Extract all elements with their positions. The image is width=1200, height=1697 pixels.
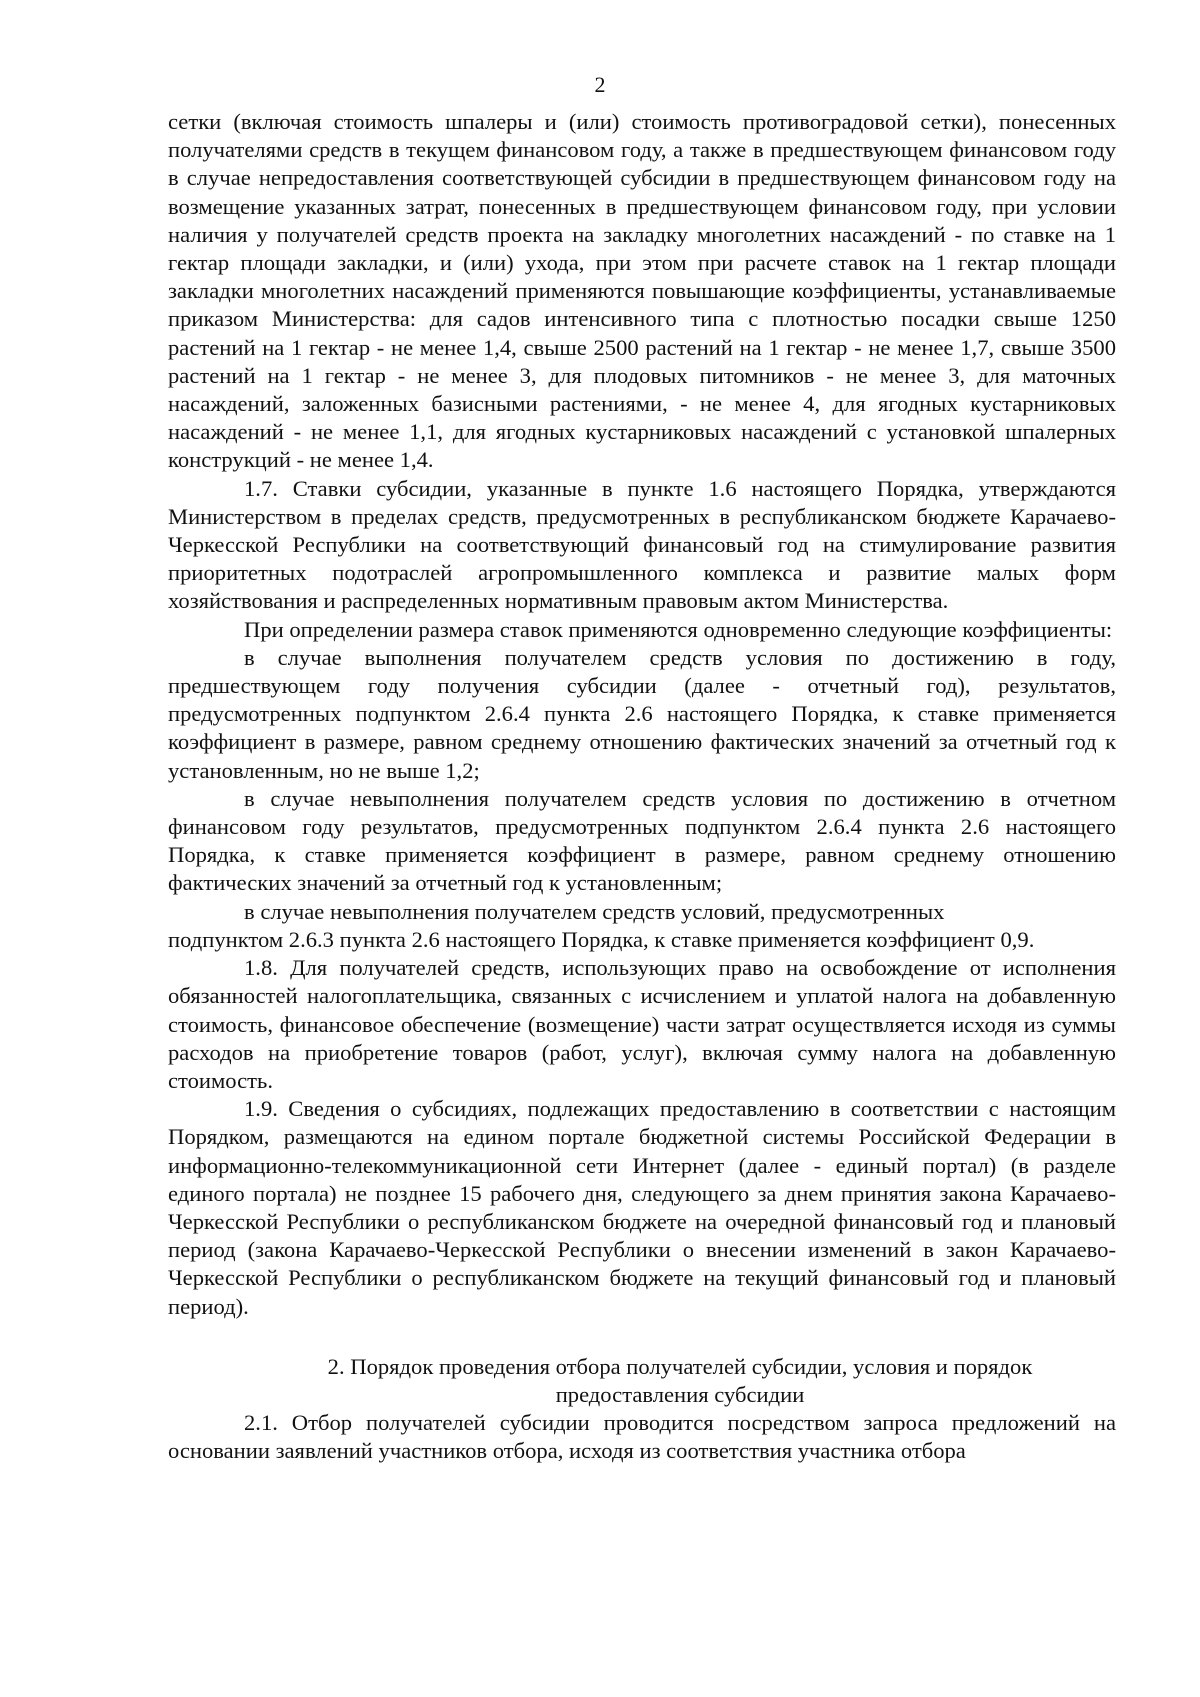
section-heading-line2: предоставления субсидии	[555, 1381, 805, 1407]
paragraph-continuation: сетки (включая стоимость шпалеры и (или) стоимость противоградовой сетки), понесенных получателями средств в текущем финансовом году, а также в предшествующем финансовом году в случае непредоставления соответствующей субсидии в предшествующем финансовом году на возмещение указанных затрат, понесенных в предшествующем финансовом году, при условии наличия у получателей средств проекта на закладку многолетних насаждений - по ставке на 1 гектар площади закладки, и (или) ухода, при этом при расчете ставок на 1 гектар площади закладки многолетних насаждений применяются повышающие коэффициенты, устанавливаемые приказом Министерства: для садов интенсивного типа с плотностью посадки свыше 1250 растений на 1 гектар - не менее 1,4, свыше 2500 растений на 1 гектар - не менее 1,7, свыше 3500 растений на 1 гектар - не менее 3, для плодовых питомников - не менее 3, для маточных насаждений, заложенных базисными растениями, - не менее 4, для ягодных кустарниковых насаждений - не менее 1,1, для ягодных кустарниковых насаждений с установкой шпалерных конструкций - не менее 1,4.	[168, 109, 1116, 473]
paragraph-1-7: 1.7. Ставки субсидии, указанные в пункте 1.6 настоящего Порядка, утверждаются Министерством в пределах средств, предусмотренных в республиканском бюджете Карачаево-Черкесской Республики на соответствующий финансовый год на стимулирование развития приоритетных подотраслей агропромышленного комплекса и развитие малых форм хозяйствования и распределенных нормативным правовым актом Министерства.	[168, 475, 1116, 614]
section-heading-line1: 2. Порядок проведения отбора получателей субсидии, условия и порядок	[327, 1353, 1033, 1379]
paragraph-1-9: 1.9. Сведения о субсидиях, подлежащих предоставлению в соответствии с настоящим Порядком, размещаются на едином портале бюджетной системы Российской Федерации в информационно-телекоммуникационной сети Интернет (далее - единый портал) (в разделе единого портала) не позднее 15 рабочего дня, следующего за днем принятия закона Карачаево-Черкесской Республики о республиканском бюджете на очередной финансовый год и плановый период (закона Карачаево-Черкесской Республики о внесении изменений в закон Карачаево-Черкесской Республики о республиканском бюджете на текущий финансовый год и плановый период).	[168, 1096, 1116, 1319]
section-heading	[168, 1353, 1116, 1409]
paragraph-coefficient-not-fulfilled: в случае невыполнения получателем средств условия по достижению в отчетном финансовом году результатов, предусмотренных подпунктом 2.6.4 пункта 2.6 настоящего Порядка, к ставке применяется коэффициент в размере, равном среднему отношению фактических значений за отчетный год к установленным;	[168, 785, 1116, 896]
paragraph-coefficients-intro: При определении размера ставок применяются одновременно следующие коэффициенты:	[244, 616, 1113, 642]
paragraph-conditions-not-met-line1: в случае невыполнения получателем средств условий, предусмотренных	[244, 898, 945, 924]
paragraph-1-8: 1.8. Для получателей средств, использующих право на освобождение от исполнения обязанностей налогоплательщика, связанных с исчислением и уплатой налога на добавленную стоимость, финансовое обеспечение (возмещение) части затрат осуществляется исходя из суммы расходов на приобретение товаров (работ, услуг), включая сумму налога на добавленную стоимость.	[168, 955, 1116, 1093]
paragraph-2-1: 2.1. Отбор получателей субсидии проводится посредством запроса предложений на основании заявлений участников отбора, исходя из соответствия участника отбора	[168, 1410, 1116, 1464]
paragraph-conditions-not-met-line2: подпунктом 2.6.3 пункта 2.6 настоящего Порядка, к ставке применяется коэффициент 0,9.	[168, 926, 1035, 952]
document-body	[168, 108, 1116, 1466]
page-number: 2	[594, 72, 606, 97]
paragraph-coefficient-fulfilled: в случае выполнения получателем средств условия по достижению в году, предшествующем году получения субсидии (далее - отчетный год), результатов, предусмотренных подпунктом 2.6.4 пункта 2.6 настоящего Порядка, к ставке применяется коэффициент в размере, равном среднему отношению фактических значений за отчетный год к установленным, но не выше 1,2;	[168, 644, 1116, 783]
